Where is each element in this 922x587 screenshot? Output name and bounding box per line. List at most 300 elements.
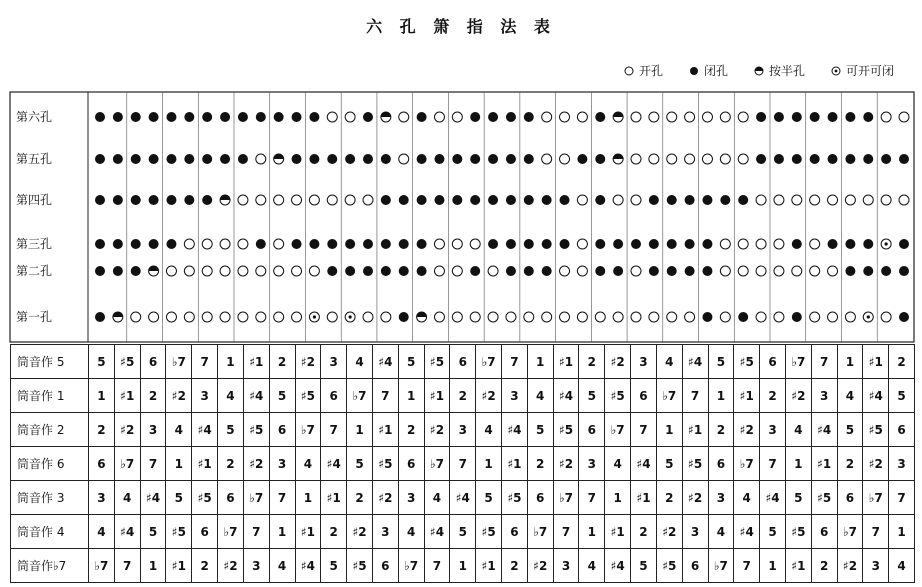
note-cell: 6 <box>269 413 295 447</box>
note-cell: ♭7 <box>785 345 811 379</box>
hole-mark-o <box>238 195 248 205</box>
note-cell: ♯4 <box>450 481 476 515</box>
chart-frame <box>10 92 914 342</box>
note-cell: 5 <box>218 413 244 447</box>
hole-mark-o <box>452 239 462 249</box>
hole-mark-c <box>845 239 855 249</box>
hole-mark-h <box>417 312 427 322</box>
note-cell: 5 <box>785 481 811 515</box>
note-cell: ♯5 <box>605 379 631 413</box>
note-cell: 3 <box>89 481 115 515</box>
hole-mark-c <box>470 195 480 205</box>
hole-mark-o <box>738 239 748 249</box>
note-cell: ♯1 <box>192 447 218 481</box>
hole-mark-o <box>452 112 462 122</box>
hole-mark-opt <box>345 312 355 322</box>
note-cell: 6 <box>889 413 915 447</box>
hole-label-3: 第三孔 <box>16 237 53 251</box>
hole-mark-o <box>738 154 748 164</box>
note-cell: ♯5 <box>553 413 579 447</box>
note-cell: 2 <box>837 447 863 481</box>
note-cell: ♭7 <box>708 549 734 583</box>
page-title: 六 孔 箫 指 法 表 <box>366 17 556 36</box>
hole-mark-c <box>131 112 141 122</box>
hole-mark-c <box>202 195 212 205</box>
note-cell: 3 <box>192 379 218 413</box>
note-cell: ♯5 <box>811 481 837 515</box>
hole-mark-c <box>685 266 695 276</box>
hole-mark-c <box>363 239 373 249</box>
note-cell: ♯1 <box>605 515 631 549</box>
note-cell: 5 <box>140 515 166 549</box>
hole-mark-c <box>506 154 516 164</box>
hole-mark-h <box>274 154 284 164</box>
hole-mark-c <box>95 312 105 322</box>
note-cell: ♯2 <box>863 447 889 481</box>
note-cell: 6 <box>372 549 398 583</box>
hole-mark-c <box>524 266 534 276</box>
hole-mark-c <box>524 112 534 122</box>
hole-mark-c <box>292 112 302 122</box>
row-header: 筒音作 6 <box>11 447 89 481</box>
note-cell: 7 <box>889 481 915 515</box>
hole-mark-o <box>470 239 480 249</box>
hole-mark-c <box>452 195 462 205</box>
row-header: 筒音作 2 <box>11 413 89 447</box>
note-cell: ♯5 <box>192 481 218 515</box>
note-cell: 3 <box>889 447 915 481</box>
hole-mark-o <box>631 112 641 122</box>
hole-mark-c <box>863 154 873 164</box>
note-cell: 2 <box>450 379 476 413</box>
hole-mark-c <box>560 195 570 205</box>
note-cell: 2 <box>656 481 682 515</box>
note-cell: ♯2 <box>166 379 192 413</box>
hole-mark-o <box>184 266 194 276</box>
hole-mark-c <box>202 154 212 164</box>
hole-mark-c <box>845 112 855 122</box>
hole-mark-c <box>595 112 605 122</box>
hole-mark-c <box>720 195 730 205</box>
note-cell: 2 <box>140 379 166 413</box>
hole-mark-c <box>417 195 427 205</box>
hole-mark-o <box>667 112 677 122</box>
hole-mark-c <box>470 112 480 122</box>
note-cell: 5 <box>398 345 424 379</box>
hole-mark-c <box>184 154 194 164</box>
hole-mark-c <box>488 112 498 122</box>
hole-mark-c <box>899 312 909 322</box>
hole-mark-c <box>131 239 141 249</box>
note-cell: 5 <box>166 481 192 515</box>
hole-mark-o <box>774 312 784 322</box>
note-cell: ♯1 <box>682 413 708 447</box>
note-cell: 3 <box>372 515 398 549</box>
hole-mark-o <box>256 266 266 276</box>
note-cell: ♯1 <box>114 379 140 413</box>
hole-mark-c <box>399 195 409 205</box>
hole-mark-o <box>560 266 570 276</box>
hole-mark-c <box>113 239 123 249</box>
hole-mark-c <box>506 239 516 249</box>
hole-mark-c <box>845 154 855 164</box>
hole-mark-o <box>560 154 570 164</box>
hole-mark-c <box>166 154 176 164</box>
row-header: 筒音作♭7 <box>11 549 89 583</box>
hole-mark-o <box>560 312 570 322</box>
hole-mark-c <box>381 195 391 205</box>
hole-mark-c <box>810 154 820 164</box>
note-cell: 4 <box>785 413 811 447</box>
row-header: 筒音作 1 <box>11 379 89 413</box>
note-cell: ♯4 <box>140 481 166 515</box>
note-cell: ♭7 <box>553 481 579 515</box>
hole-mark-o <box>774 266 784 276</box>
hole-mark-o <box>488 312 498 322</box>
note-cell: ♯5 <box>295 379 321 413</box>
note-cell: 7 <box>682 379 708 413</box>
hole-mark-o <box>577 312 587 322</box>
hole-mark-o <box>220 239 230 249</box>
note-cell: 5 <box>269 379 295 413</box>
hole-mark-o <box>756 239 766 249</box>
hole-mark-c <box>238 154 248 164</box>
note-cell: 6 <box>837 481 863 515</box>
note-cell: 4 <box>527 379 553 413</box>
hole-mark-c <box>899 266 909 276</box>
note-cell: 5 <box>476 481 502 515</box>
note-cell: ♯2 <box>424 413 450 447</box>
hole-mark-c <box>488 154 498 164</box>
hole-label-5: 第五孔 <box>16 152 53 166</box>
hole-mark-c <box>595 154 605 164</box>
note-cell: ♯2 <box>682 481 708 515</box>
hole-mark-c <box>149 195 159 205</box>
hole-mark-o <box>881 312 891 322</box>
hole-mark-o <box>577 266 587 276</box>
note-cell: 4 <box>837 379 863 413</box>
note-cell: 1 <box>760 549 786 583</box>
hole-mark-c <box>274 112 284 122</box>
hole-mark-c <box>881 266 891 276</box>
hole-mark-c <box>202 112 212 122</box>
hole-mark-c <box>577 154 587 164</box>
note-cell: 3 <box>553 549 579 583</box>
hole-mark-o <box>774 195 784 205</box>
note-cell: 3 <box>863 549 889 583</box>
hole-mark-o <box>238 266 248 276</box>
note-cell: ♯5 <box>114 345 140 379</box>
hole-mark-c <box>595 239 605 249</box>
note-cell: 4 <box>734 481 760 515</box>
hole-mark-c <box>220 112 230 122</box>
note-cell: 7 <box>424 549 450 583</box>
hole-mark-o <box>667 312 677 322</box>
hole-mark-o <box>881 112 891 122</box>
note-table <box>10 344 915 583</box>
hole-mark-c <box>845 266 855 276</box>
note-cell: 2 <box>89 413 115 447</box>
note-cell: 7 <box>502 345 528 379</box>
note-cell: ♯1 <box>502 447 528 481</box>
hole-mark-o <box>720 112 730 122</box>
hole-mark-c <box>363 266 373 276</box>
hole-mark-o <box>685 154 695 164</box>
hole-mark-o <box>202 266 212 276</box>
hole-mark-o <box>649 312 659 322</box>
hole-mark-c <box>774 154 784 164</box>
note-cell: 6 <box>450 345 476 379</box>
hole-mark-c <box>810 112 820 122</box>
note-row <box>11 413 915 447</box>
note-cell: ♯1 <box>785 549 811 583</box>
note-cell: ♭7 <box>605 413 631 447</box>
hole-mark-c <box>131 266 141 276</box>
note-cell: 4 <box>656 345 682 379</box>
hole-mark-opt <box>863 312 873 322</box>
hole-mark-c <box>292 239 302 249</box>
note-cell: 5 <box>321 549 347 583</box>
note-cell: ♯4 <box>631 447 657 481</box>
hole-mark-c <box>649 195 659 205</box>
hole-mark-c <box>863 239 873 249</box>
note-cell: 2 <box>708 413 734 447</box>
note-cell: ♯1 <box>295 515 321 549</box>
hole-mark-o <box>470 312 480 322</box>
hole-mark-c <box>417 266 427 276</box>
note-cell: ♯4 <box>192 413 218 447</box>
hole-mark-c <box>631 239 641 249</box>
hole-mark-c <box>649 266 659 276</box>
hole-mark-o <box>292 195 302 205</box>
note-cell: ♯2 <box>837 549 863 583</box>
note-cell: 5 <box>89 345 115 379</box>
hole-mark-c <box>238 112 248 122</box>
note-cell: 6 <box>760 345 786 379</box>
note-cell: ♯1 <box>321 481 347 515</box>
hole-mark-o <box>274 195 284 205</box>
hole-mark-o <box>613 312 623 322</box>
note-cell: 6 <box>502 515 528 549</box>
hole-mark-o <box>345 195 355 205</box>
hole-mark-c <box>327 266 337 276</box>
hole-mark-c <box>702 195 712 205</box>
hole-mark-o <box>166 266 176 276</box>
hole-mark-o <box>756 195 766 205</box>
note-cell: ♯1 <box>424 379 450 413</box>
note-cell: 6 <box>89 447 115 481</box>
hole-mark-o <box>720 154 730 164</box>
hole-mark-c <box>399 239 409 249</box>
hole-mark-c <box>95 195 105 205</box>
note-cell: 1 <box>166 447 192 481</box>
note-cell: 4 <box>347 345 373 379</box>
hole-mark-o <box>756 312 766 322</box>
note-cell: 1 <box>140 549 166 583</box>
hole-mark-c <box>792 312 802 322</box>
hole-mark-c <box>417 154 427 164</box>
hole-mark-o <box>720 312 730 322</box>
note-cell: 6 <box>192 515 218 549</box>
note-cell: 2 <box>321 515 347 549</box>
note-cell: 2 <box>218 447 244 481</box>
hole-mark-c <box>166 112 176 122</box>
hole-mark-c <box>113 154 123 164</box>
hole-mark-c <box>256 239 266 249</box>
note-row <box>11 379 915 413</box>
row-header: 筒音作 4 <box>11 515 89 549</box>
hole-mark-c <box>149 112 159 122</box>
hole-mark-o <box>845 195 855 205</box>
note-cell: ♯4 <box>605 549 631 583</box>
hole-mark-c <box>756 112 766 122</box>
note-cell: 1 <box>785 447 811 481</box>
note-row <box>11 515 915 549</box>
note-cell: ♯1 <box>476 549 502 583</box>
note-cell: ♯4 <box>734 515 760 549</box>
hole-mark-c <box>792 239 802 249</box>
note-cell: 7 <box>811 345 837 379</box>
note-cell: ♯1 <box>734 379 760 413</box>
hole-mark-o <box>131 312 141 322</box>
note-cell: 3 <box>502 379 528 413</box>
hole-mark-o <box>792 266 802 276</box>
note-cell: 7 <box>243 515 269 549</box>
hole-mark-c <box>220 154 230 164</box>
note-cell: ♯2 <box>218 549 244 583</box>
note-cell: ♯4 <box>682 345 708 379</box>
hole-mark-c <box>613 266 623 276</box>
note-cell: 7 <box>760 447 786 481</box>
note-cell: ♯1 <box>243 345 269 379</box>
note-cell: 2 <box>527 447 553 481</box>
note-cell: 7 <box>579 481 605 515</box>
hole-mark-o <box>327 312 337 322</box>
hole-mark-c <box>363 154 373 164</box>
note-cell: ♯5 <box>682 447 708 481</box>
hole-mark-o <box>274 239 284 249</box>
hole-mark-o <box>702 154 712 164</box>
hole-mark-o <box>560 112 570 122</box>
note-row <box>11 345 915 379</box>
hole-mark-o <box>434 312 444 322</box>
hole-mark-c <box>327 154 337 164</box>
hole-mark-c <box>95 239 105 249</box>
note-cell: ♯2 <box>347 515 373 549</box>
hole-mark-c <box>667 195 677 205</box>
note-cell: ♯4 <box>811 413 837 447</box>
note-cell: ♯2 <box>476 379 502 413</box>
note-row <box>11 549 915 583</box>
note-cell: ♯5 <box>476 515 502 549</box>
note-cell: 4 <box>398 515 424 549</box>
hole-mark-o <box>256 154 266 164</box>
note-cell: 5 <box>760 515 786 549</box>
note-cell: ♯4 <box>321 447 347 481</box>
note-cell: ♯2 <box>656 515 682 549</box>
hole-mark-c <box>95 112 105 122</box>
note-cell: ♯5 <box>372 447 398 481</box>
hole-mark-c <box>327 239 337 249</box>
note-cell: ♯1 <box>863 345 889 379</box>
hole-mark-c <box>506 195 516 205</box>
note-cell: ♯4 <box>760 481 786 515</box>
legend-optional-label: 可开可闭 <box>845 64 894 78</box>
note-cell: ♭7 <box>218 515 244 549</box>
note-cell: ♯5 <box>502 481 528 515</box>
hole-mark-o <box>327 112 337 122</box>
note-cell: ♯2 <box>527 549 553 583</box>
hole-mark-c <box>828 154 838 164</box>
note-cell: 1 <box>398 379 424 413</box>
hole-mark-c <box>149 154 159 164</box>
hole-mark-c <box>756 154 766 164</box>
note-cell: 3 <box>631 345 657 379</box>
note-cell: 7 <box>321 413 347 447</box>
hole-mark-c <box>488 239 498 249</box>
hole-mark-o <box>542 154 552 164</box>
row-header: 筒音作 5 <box>11 345 89 379</box>
note-cell: 6 <box>682 549 708 583</box>
note-cell: ♯4 <box>372 345 398 379</box>
hole-mark-o <box>702 112 712 122</box>
hole-mark-c <box>881 154 891 164</box>
hole-mark-o <box>810 239 820 249</box>
hole-mark-c <box>506 112 516 122</box>
note-cell: ♭7 <box>837 515 863 549</box>
hole-mark-c <box>667 266 677 276</box>
note-cell: ♯4 <box>553 379 579 413</box>
hole-mark-c <box>863 112 873 122</box>
note-cell: 3 <box>760 413 786 447</box>
hole-mark-c <box>113 112 123 122</box>
note-cell: 5 <box>527 413 553 447</box>
note-cell: ♯4 <box>114 515 140 549</box>
note-cell: ♯4 <box>424 515 450 549</box>
hole-mark-c <box>166 195 176 205</box>
note-cell: 2 <box>631 515 657 549</box>
hole-label-2: 第二孔 <box>16 264 53 278</box>
hole-mark-c <box>899 154 909 164</box>
hole-mark-c <box>899 239 909 249</box>
note-cell: 4 <box>579 549 605 583</box>
note-cell: 1 <box>89 379 115 413</box>
hole-mark-o <box>810 195 820 205</box>
note-cell: ♭7 <box>476 345 502 379</box>
note-cell: 1 <box>347 413 373 447</box>
note-cell: 6 <box>140 345 166 379</box>
hole-mark-o <box>685 312 695 322</box>
legend-closed-label: 闭孔 <box>703 64 728 78</box>
hole-mark-c <box>828 239 838 249</box>
hole-mark-o <box>720 239 730 249</box>
note-cell: ♯5 <box>863 413 889 447</box>
hole-mark-c <box>381 154 391 164</box>
hole-mark-h <box>381 112 391 122</box>
hole-label-4: 第四孔 <box>16 193 53 207</box>
note-cell: ♯2 <box>553 447 579 481</box>
note-cell: 7 <box>269 481 295 515</box>
hole-mark-o <box>542 112 552 122</box>
note-cell: ♭7 <box>734 447 760 481</box>
note-cell: 2 <box>579 345 605 379</box>
hole-mark-c <box>452 154 462 164</box>
note-cell: ♯2 <box>114 413 140 447</box>
hole-mark-c <box>506 266 516 276</box>
note-cell: 3 <box>243 549 269 583</box>
note-cell: ♯4 <box>295 549 321 583</box>
hole-mark-o <box>506 312 516 322</box>
